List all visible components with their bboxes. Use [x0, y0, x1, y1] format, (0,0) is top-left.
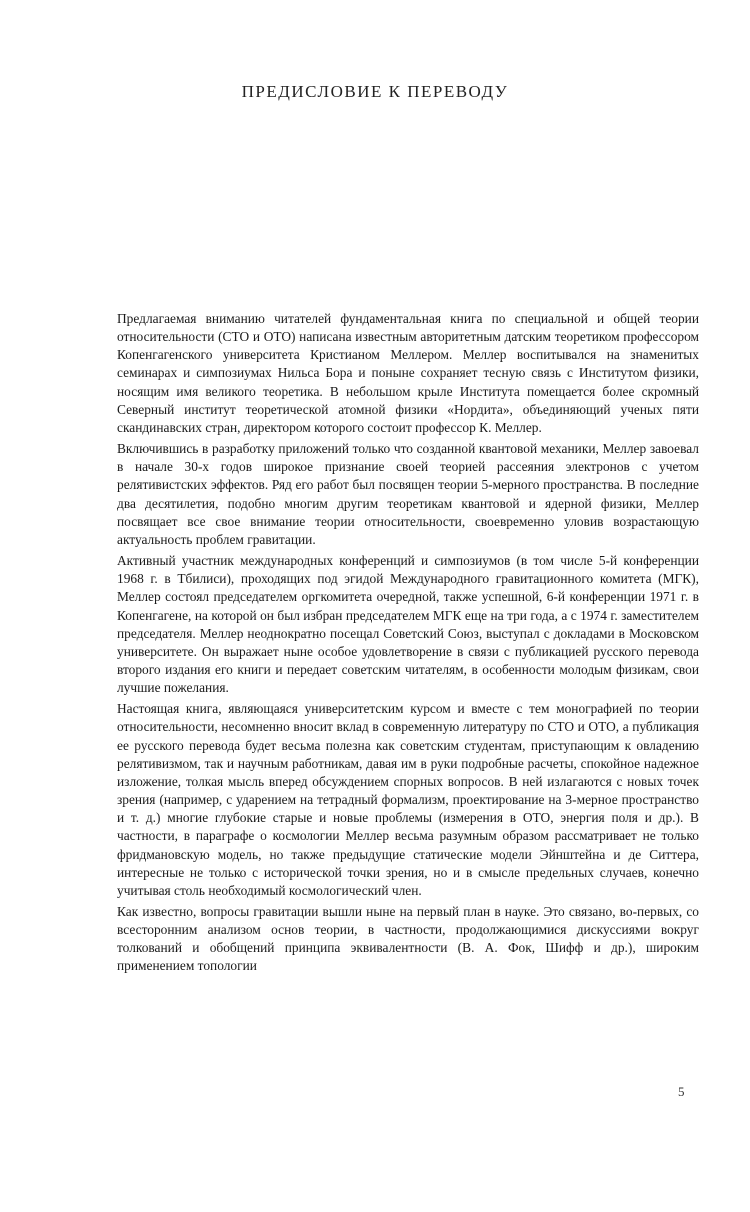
- paragraph-2: Включившись в разработку приложений только что созданной квантовой механики, Меллер завоевал в начале 30-х годов широкое признание своей теорией рассеяния электронов с учетом релятивистских эффектов. Ряд его работ был посвящен теории 5-мерного пространства. В последние два десятилетия, подобно многим другим теоретикам квантовой и ядерной физики, Меллер посвящает все свое внимание теории относительности, своевременно уловив возрастающую актуальность проблем гравитации.: [117, 441, 699, 547]
- paragraph-5: Как известно, вопросы гравитации вышли ныне на первый план в науке. Это связано, во-первых, со всесторонним анализом основ теории, в частности, продолжающимися дискуссиями вокруг толкований и обобщений принципа эквивалентности (В. А. Фок, Шифф и др.), широким применением топологии: [117, 904, 699, 974]
- page-number: 5: [678, 1084, 685, 1099]
- paragraph-4: Настоящая книга, являющаяся университетским курсом и вместе с тем монографией по теории относительности, несомненно вносит вклад в современную литературу по СТО и ОТО, а публикация ее русского перевода будет весьма полезна как советским студентам, приступающим к овладению релятивизмом, так и научным работникам, давая им в руки подробные расчеты, спокойное надежное изложение, толкая мысль вперед обсуждением спорных вопросов. В ней излагаются с новых точек зрения (например, с ударением на тетрадный формализм, проектирование на 3-мерное пространство и т. д.) многие глубокие старые и новые проблемы (измерения в ОТО, энергия поля и др.). В частности, в параграфе о космологии Меллер весьма разумным образом рассматривает не только фридмановскую модель, но также предыдущие статические модели Эйнштейна и де Ситтера, интересные не только с исторической точки зрения, но и в смысле предельных случаев, конечно учитывая столь необходимый космологический член.: [117, 701, 699, 898]
- page-title: ПРЕДИСЛОВИЕ К ПЕРЕВОДУ: [241, 82, 509, 101]
- paragraph-3: Активный участник международных конференций и симпозиумов (в том числе 5-й конференции 1968 г. в Тбилиси), проходящих под эгидой Международного гравитационного комитета (МГК), Меллер состоял председателем оргкомитета очередной, также успешной, 6-й конференции 1971 г. в Копенгагене, на которой он был избран председателем МГК еще на три года, а с 1974 г. заместителем председателя. Меллер неоднократно посещал Советский Союз, выступал с докладами в Московском университете. Он выражает ныне особое удовлетворение в связи с публикацией русского перевода второго издания его книги и передает советским читателям, в особенности молодым физикам, свои лучшие пожелания.: [117, 553, 699, 696]
- paragraph-1: Предлагаемая вниманию читателей фундаментальная книга по специальной и общей теории относительности (СТО и ОТО) написана известным авторитетным датским теоретиком профессором Копенгагенского университета Кристианом Меллером. Меллер воспитывался на знаменитых семинарах и симпозиумах Нильса Бора и поныне сохраняет тесную связь с Институтом физики, носящим имя великого теоретика. В небольшом крыле Института помещается более скромный Северный институт теоретической атомной физики «Нордита», объединяющий ученых пяти скандинавских стран, директором которого состоит профессор К. Меллер.: [117, 311, 699, 435]
- body-text: [117, 310, 699, 976]
